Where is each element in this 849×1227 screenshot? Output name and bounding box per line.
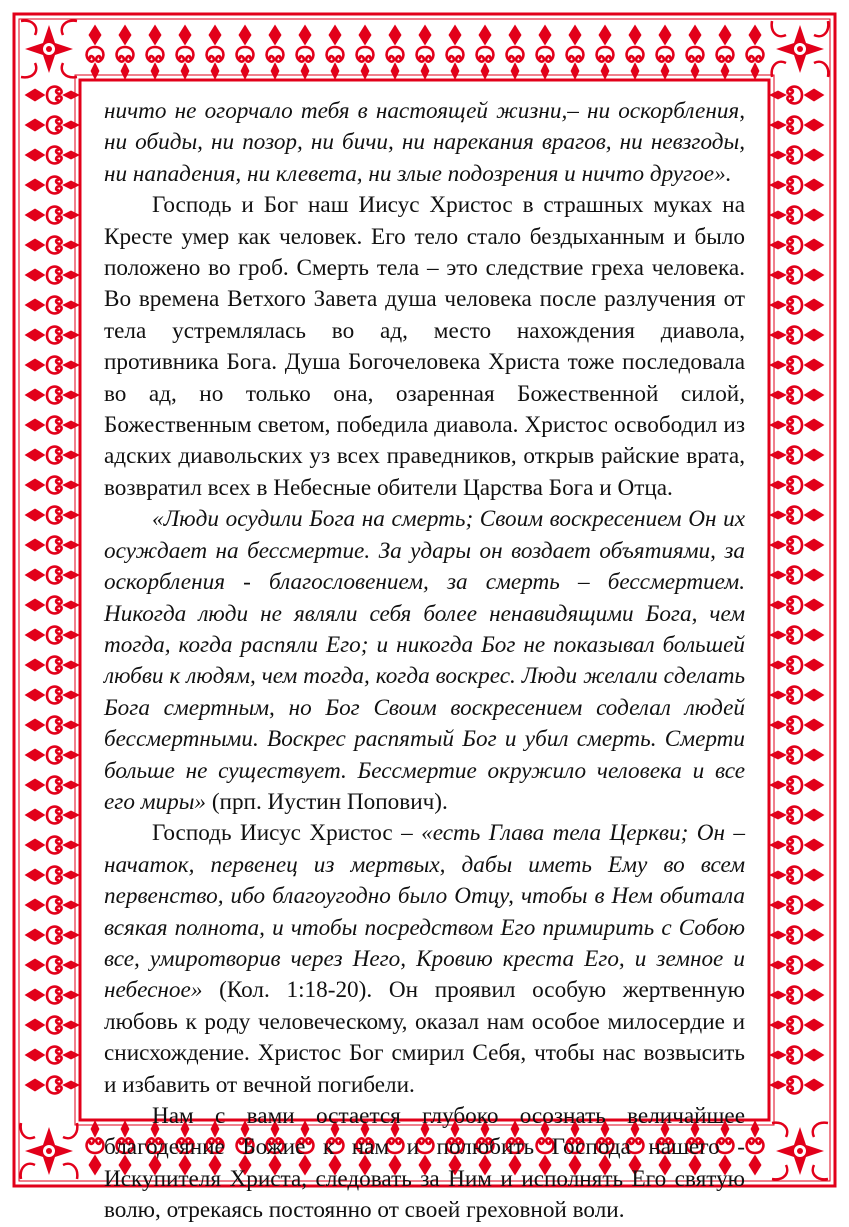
document-body xyxy=(104,96,745,1224)
paragraph-4-quote: «есть Глава тела Церкви; Он – начаток, первенец из мертвых, дабы иметь Ему во всем первенство, ибо благоугодно было Отцу, чтобы в Нем обитала всякая полнота, и чтобы посредством Его примирить с Собою все, умиротворив через Него, Кровию креста Его, и земное и небесное» xyxy=(104,820,745,1004)
paragraph-1-quote: ничто не огорчало тебя в настоящей жизни,– ни оскорбления, ни обиды, ни позор, ни бичи, ни нарекания врагов, ни невзгоды, ни нападения, ни клевета, ни злые подозрения и ничто другое». xyxy=(104,98,745,187)
paragraph-3-quote: «Люди осудили Бога на смерть; Своим воскресением Он их осуждает на бессмертие. За удары он воздает объятиями, за оскорбления - благословением, за смерть – бессмертием. Никогда люди не являли себя более ненавидящими Бога, чем тогда, когда распяли Его; и никогда Бог не показывал большей любви к людям, чем тогда, когда воскрес. Люди желали сделать Бога смертным, но Бог Своим воскресением соделал людей бессмертными. Воскрес распятый Бог и убил смерть. Смерти больше не существует. Бессмертие окружило человека и все его миры» xyxy=(104,506,745,815)
paragraph-3-attribution: (прп. Иустин Попович). xyxy=(206,788,448,815)
paragraph-4-text: (Кол. 1:18-20). Он проявил особую жертвенную любовь к роду человеческому, оказал нам особое милосердие и снисхождение. Христос Бог смирил Себя, чтобы нас возвысить и избавить от вечной погибели. xyxy=(104,977,745,1098)
paragraph-4-lead: Господь Иисус Христос – xyxy=(152,820,422,847)
paragraph-4 xyxy=(104,818,745,1101)
paragraph-2 xyxy=(104,190,745,504)
paragraph-5-text: Нам с вами остается глубоко осознать величайшее благодеяние Божие к нам и полюбить Господа нашего - Искупителя Христа, следовать за Ним и исполнять Его святую волю, отрекаясь постоянно от своей греховной воли. xyxy=(104,1103,745,1224)
paragraph-3 xyxy=(104,504,745,818)
paragraph-1 xyxy=(104,96,745,190)
paragraph-2-text: Господь и Бог наш Иисус Христос в страшных муках на Кресте умер как человек. Его тело стало бездыханным и было положено во гроб. Смерть тела – это следствие греха человека. Во времена Ветхого Завета душа человека после разлучения от тела устремлялась во ад, место нахождения диавола, противника Бога. Душа Богочеловека Христа тоже последовала во ад, но только она, озаренная Божественной силой, Божественным светом, победила диавола. Христос освободил из адских диавольских уз всех праведников, открыв райские врата, возвратил всех в Небесные обители Царства Бога и Отца. xyxy=(104,192,745,501)
paragraph-5 xyxy=(104,1101,745,1227)
